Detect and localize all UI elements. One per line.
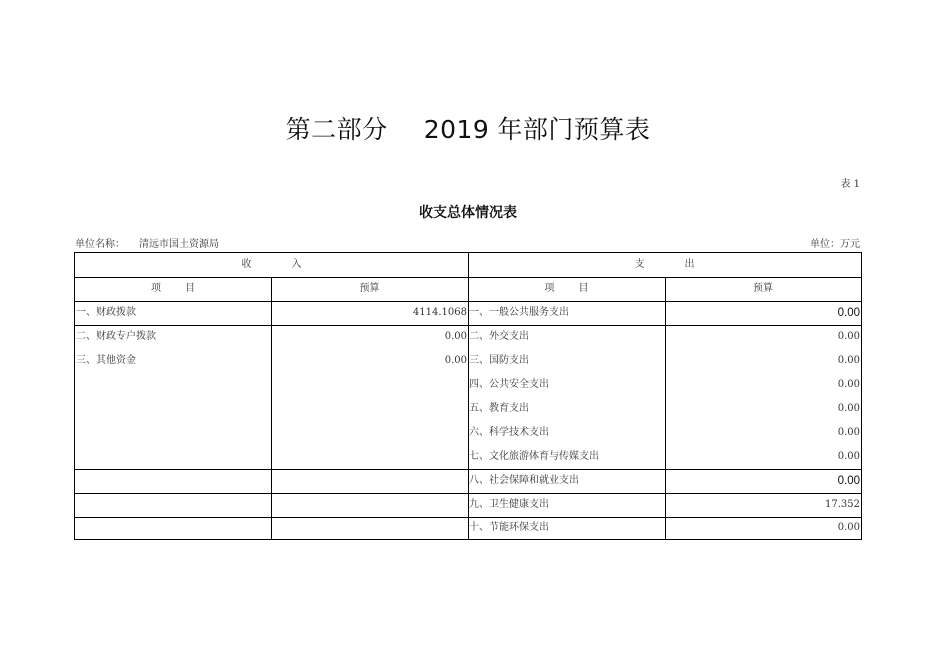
- expense-item: 六、科学技术支出: [469, 427, 549, 438]
- expense-item: 八、社会保障和就业支出: [469, 475, 579, 486]
- budget-table: [74, 252, 862, 540]
- expense-section-header: [468, 253, 861, 277]
- expense-header-char: 支: [634, 259, 645, 270]
- expense-item-header: [468, 277, 665, 301]
- income-budget: 0.00: [444, 331, 467, 342]
- income-item: 三、其他资金: [76, 355, 136, 366]
- expense-item: 一、一般公共服务支出: [469, 307, 569, 318]
- income-header-char: 收: [241, 259, 252, 270]
- expense-item: 三、国防支出: [469, 355, 529, 366]
- expense-budget: 0.00: [837, 403, 860, 414]
- expense-budget: 0.00: [837, 355, 860, 366]
- income-section-header: [75, 253, 468, 277]
- unit-label: 单位：万元: [810, 239, 860, 250]
- expense-item: 九、卫生健康支出: [469, 499, 549, 510]
- income-item: 二、财政专户拨款: [76, 331, 156, 342]
- expense-budget: 0.00: [837, 522, 860, 533]
- expense-budget: 17.352: [825, 499, 860, 510]
- expense-item: 二、外交支出: [469, 331, 529, 342]
- header-char: 项: [544, 283, 555, 294]
- expense-budget: 0.00: [837, 475, 860, 487]
- expense-budget: 0.00: [837, 331, 860, 342]
- income-item-header: [75, 277, 271, 301]
- title-rest: 年部门预算表: [497, 115, 651, 144]
- expense-budget-header: 预算: [753, 283, 773, 294]
- page-title: [0, 110, 936, 146]
- expense-item: 四、公共安全支出: [469, 379, 549, 390]
- header-char: 项: [151, 283, 161, 294]
- unit-name: [75, 235, 219, 250]
- table-number: 表 1: [840, 179, 860, 190]
- expense-header-char: 出: [684, 259, 695, 270]
- income-item: 一、财政拨款: [76, 307, 136, 318]
- expense-budget: 0.00: [837, 307, 860, 319]
- income-budget-header: 预算: [359, 283, 380, 294]
- title-part: 第二部分: [285, 115, 388, 144]
- expense-item: 十、节能环保支出: [469, 522, 549, 533]
- header-char: 目: [185, 283, 195, 294]
- expense-item: 五、教育支出: [469, 403, 529, 414]
- expense-budget: 0.00: [837, 379, 860, 390]
- unit-name-value: 清远市国土资源局: [139, 239, 219, 250]
- income-budget: 0.00: [444, 355, 467, 366]
- expense-budget: 0.00: [837, 451, 860, 462]
- income-budget: 4114.1068: [412, 307, 467, 318]
- expense-budget: 0.00: [837, 427, 860, 438]
- unit-name-label: 单位名称：: [75, 239, 125, 250]
- table-subtitle: 收支总体情况表: [419, 205, 517, 221]
- income-header-char: 入: [291, 259, 302, 270]
- title-year: 2019: [423, 115, 490, 144]
- expense-item: 七、文化旅游体育与传媒支出: [469, 451, 599, 462]
- header-char: 目: [578, 283, 589, 294]
